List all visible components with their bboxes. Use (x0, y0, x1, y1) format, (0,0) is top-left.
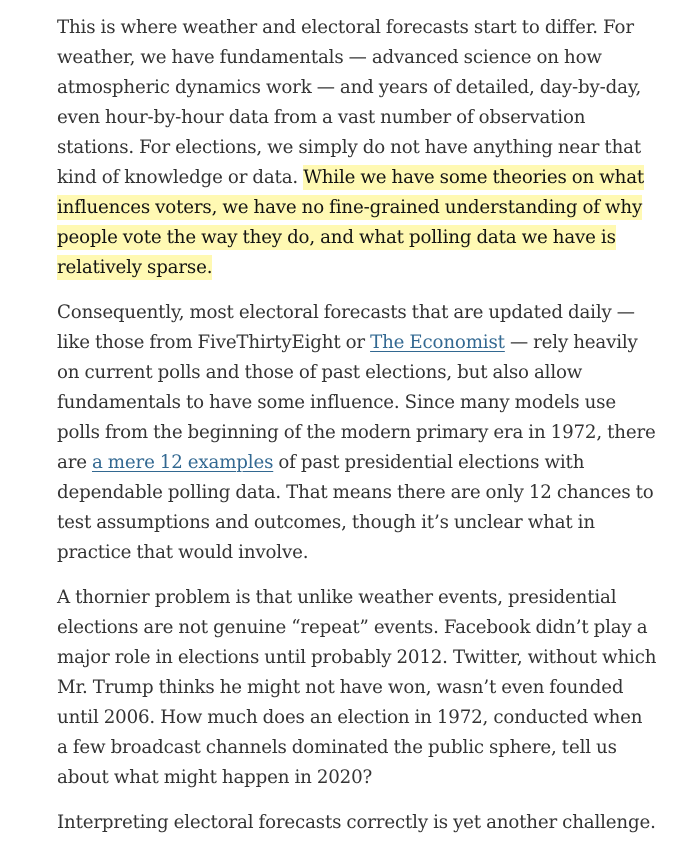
paragraph-text: Consequently, most electoral forecasts that are updated daily — like those from FiveThirtyEight or (57, 302, 635, 353)
paragraph-forecast-models (57, 298, 657, 568)
paragraph-interpreting-forecasts (57, 808, 657, 838)
highlighted-text[interactable]: While we have some theories on what influences voters, we have no fine-grained understanding of why people vote the way they do, and what polling data we have is relatively sparse. (57, 167, 645, 278)
paragraph-text: — rely heavily on current polls and those of past elections, but also allow fundamentals to have some influence. Since many models use polls from the beginning of the modern primary era in 1972, there are (57, 332, 656, 473)
paragraph-text: A thornier problem is that unlike weather events, presidential elections are not genuine “repeat” events. Facebook didn’t play a major role in elections until probably 2012. Twitter, without which Mr. Trump thinks he might not have won, wasn’t even founded until 2006. How much does an election in 1972, conducted when a few broadcast channels dominated the public sphere, tell us about what might happen in 2020? (57, 587, 657, 788)
paragraph-text: of past presidential elections with dependable polling data. That means there are only 12 chances to test assumptions and outcomes, though it’s unclear what in practice that would involve. (57, 452, 654, 563)
paragraph-text: Interpreting electoral forecasts correctly is yet another challenge. (57, 812, 656, 833)
article-body (57, 13, 657, 853)
paragraph-text: This is where weather and electoral forecasts start to differ. For weather, we have fundamentals — advanced science on how atmospheric dynamics work — and years of detailed, day-by-day, even hour-by-hour data from a vast number of observation stations. For elections, we simply do not have anything near that kind of knowledge or data. (57, 17, 642, 188)
paragraph-repeat-events (57, 583, 657, 793)
twelve-examples-link[interactable]: a mere 12 examples (91, 452, 274, 473)
economist-link[interactable]: The Economist (370, 332, 505, 353)
paragraph-weather-vs-elections (57, 13, 657, 283)
